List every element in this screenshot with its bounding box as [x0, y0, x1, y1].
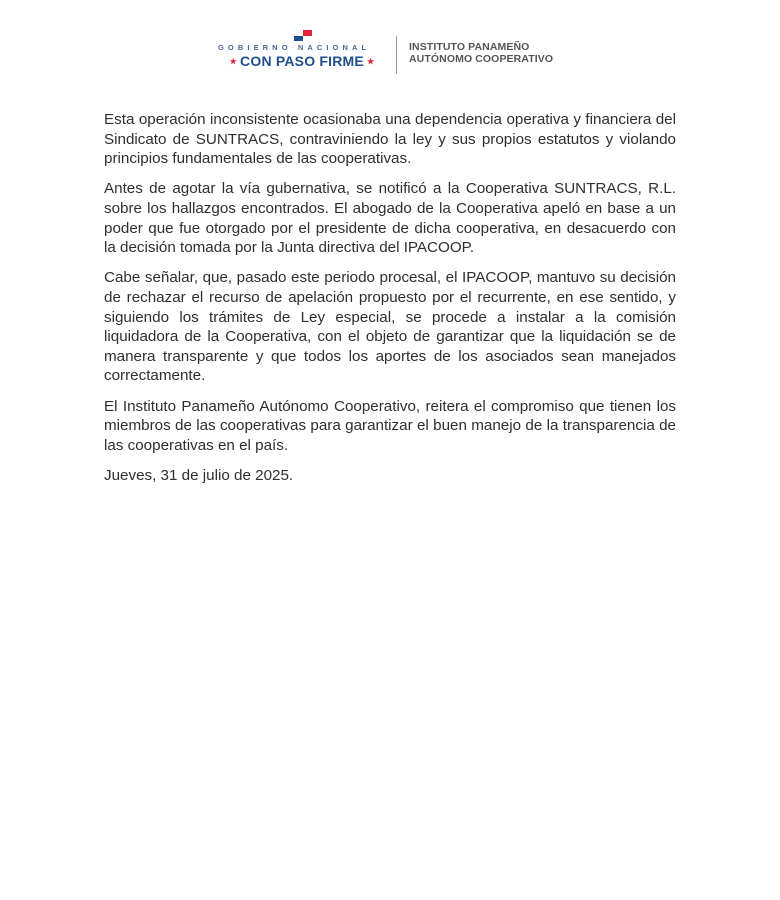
government-logo [216, 26, 388, 76]
gov-slogan [216, 53, 388, 69]
institute-name-line2: AUTÓNOMO COOPERATIVO [409, 53, 554, 65]
institute-name-line1: INSTITUTO PANAMEÑO [409, 41, 530, 53]
document-body [104, 110, 676, 496]
logo-divider [396, 36, 397, 74]
document-date: Jueves, 31 de julio de 2025. [104, 466, 294, 484]
paragraph: Esta operación inconsistente ocasionaba una dependencia operativa y financiera del Sindicato de SUNTRACS, contraviniendo la ley y sus propios estatutos y violando principios fundamentales de las cooperativas. [104, 111, 676, 168]
paragraph: Antes de agotar la vía gubernativa, se notificó a la Cooperativa SUNTRACS, R.L. sobre los hallazgos encontrados. El abogado de la Cooperativa apeló en base a un poder que fue otorgado por el presidente de dicha cooperativa, en desacuerdo con la decisión tomada por la Junta directiva del IPACOOP. [104, 180, 676, 257]
gov-slogan-text: CON PASO FIRME [240, 53, 364, 69]
letterhead [216, 26, 576, 76]
institute-name [409, 41, 553, 65]
star-icon: ★ [229, 57, 238, 66]
panama-flag-icon [294, 30, 312, 41]
paragraph: Cabe señalar, que, pasado este periodo procesal, el IPACOOP, mantuvo su decisión de rechazar el recurso de apelación propuesto por el recurrente, en ese sentido, y siguiendo los trámites de Ley especial, se procede a instalar a la comisión liquidadora de la Cooperativa, con el objeto de garantizar que la liquidación se de manera transparente y que todos los aportes de los asociados sean manejados correctamente. [104, 269, 676, 385]
gov-top-text: GOBIERNO NACIONAL [218, 43, 371, 52]
paragraph: El Instituto Panameño Autónomo Cooperativo, reitera el compromiso que tienen los miembros de las cooperativas para garantizar el buen manejo de la transparencia de las cooperativas en el país. [104, 397, 676, 454]
star-icon: ★ [366, 57, 375, 66]
